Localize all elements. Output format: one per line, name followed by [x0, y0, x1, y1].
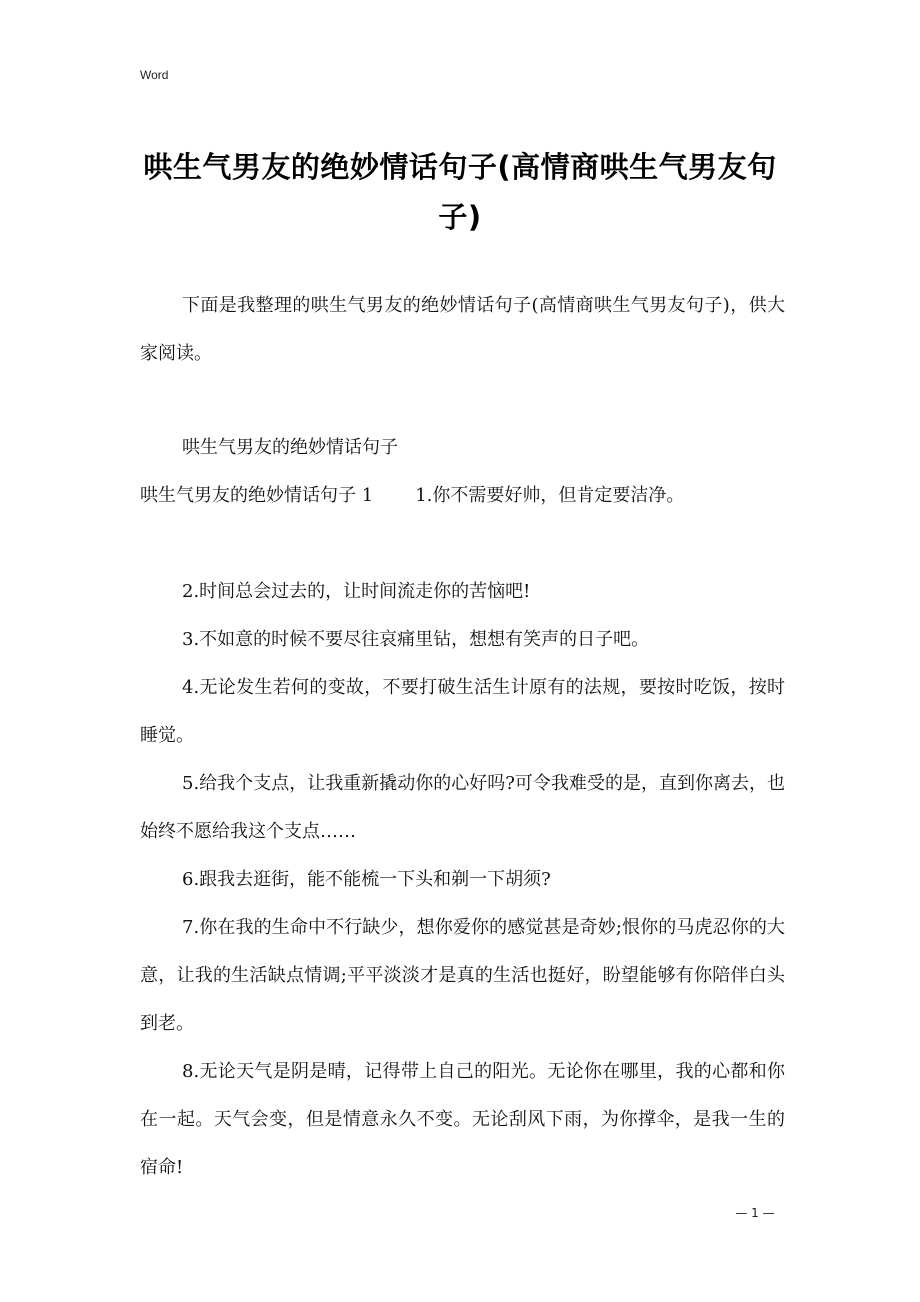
list-item: 3.不如意的时候不要尽往哀痛里钻，想想有笑声的日子吧。: [182, 629, 650, 650]
list-item: 8.无论天气是阴是晴，记得带上自己的阳光。无论你在哪里，我的心都和你在一起。天气会变，但是情意永久不变。无论刮风下雨，为你撑伞，是我一生的宿命!: [140, 1061, 785, 1178]
first-line-paragraph: [140, 472, 785, 520]
page-number: — 1 —: [735, 1206, 775, 1220]
intro-paragraph: [140, 282, 785, 378]
list-item: 7.你在我的生命中不行缺少，想你爱你的感觉甚是奇妙;恨你的马虎忍你的大意，让我的生活缺点情调;平平淡淡才是真的生活也挺好，盼望能够有你陪伴白头到老。: [140, 917, 785, 1034]
list-item: 4.无论发生若何的变故，不要打破生活生计原有的法规，要按时吃饭，按时睡觉。: [140, 677, 785, 746]
list-item: 5.给我个支点，让我重新撬动你的心好吗?可令我难受的是，直到你离去，也始终不愿给我这个支点……: [140, 773, 785, 842]
list-item: 2.时间总会过去的，让时间流走你的苦恼吧!: [182, 581, 531, 602]
intro-text: 下面是我整理的哄生气男友的绝妙情话句子(高情商哄生气男友句子)，供大家阅读。: [140, 295, 785, 364]
first-line-label: 哄生气男友的绝妙情话句子 1: [140, 485, 374, 506]
subheading-text: 哄生气男友的绝妙情话句子: [182, 437, 398, 458]
first-line: [140, 472, 785, 520]
first-line-text: 1.你不需要好帅，但肯定要洁净。: [415, 485, 685, 506]
document-title: 哄生气男友的绝妙情话句子(高情商哄生气男友句子): [143, 150, 777, 234]
section-subheading: [140, 424, 785, 472]
items-list: [140, 568, 785, 1192]
list-item: 6.跟我去逛街，能不能梳一下头和剃一下胡须?: [182, 869, 551, 890]
header-label: Word: [140, 68, 169, 82]
